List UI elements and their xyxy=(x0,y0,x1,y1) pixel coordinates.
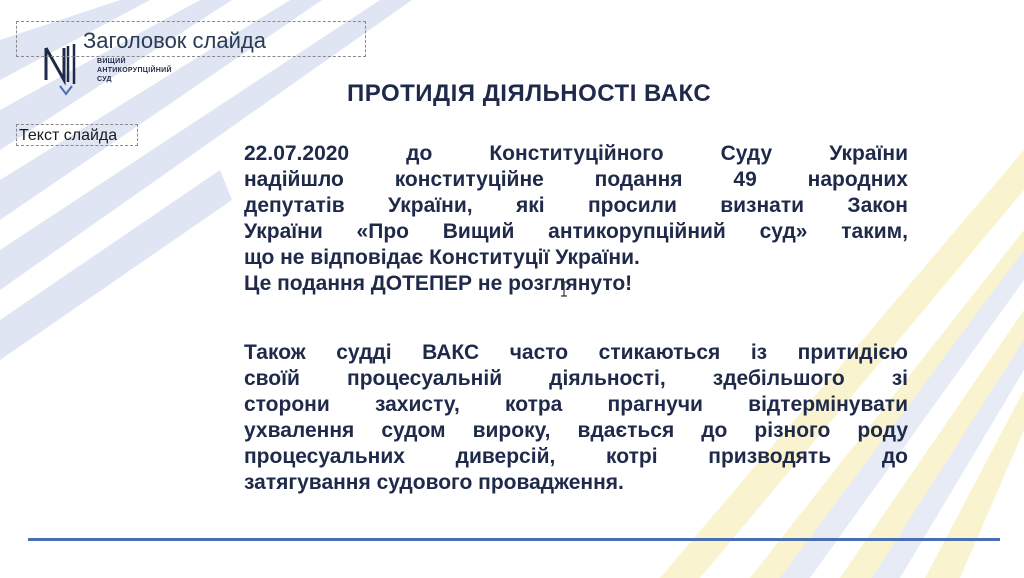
text-line: 22.07.2020 до Конституційного Суду України xyxy=(244,142,908,165)
text-cursor-icon xyxy=(559,281,569,297)
text-line: своїй процесуальній діяльності, здебільшого зі xyxy=(244,367,908,390)
text-placeholder-text: Текст слайда xyxy=(19,127,118,144)
footer-divider xyxy=(28,538,1000,541)
court-name-text xyxy=(97,57,172,84)
text-line: процесуальних диверсій, котрі призводять до xyxy=(244,445,908,468)
text-line: сторони захисту, котра прагнучи відтермінувати xyxy=(244,393,908,416)
title-placeholder-text: Заголовок слайда xyxy=(83,28,266,53)
text-line: Це подання ДОТЕПЕР не розглянуто! xyxy=(244,272,633,295)
court-name-line: АНТИКОРУПЦІЙНИЙ xyxy=(97,67,172,74)
paragraph-constitutional-submission[interactable] xyxy=(244,141,908,297)
text-line: затягування судового провадження. xyxy=(244,471,624,494)
text-line: надійшло конституційне подання 49 народних xyxy=(244,168,908,191)
court-name-line: СУД xyxy=(97,76,112,83)
paragraph-procedural-obstruction[interactable] xyxy=(244,340,908,496)
slide-heading[interactable]: ПРОТИДІЯ ДІЯЛЬНОСТІ ВАКС xyxy=(347,80,712,107)
text-line: Також судді ВАКС часто стикаються із притидією xyxy=(244,341,908,364)
title-placeholder[interactable] xyxy=(16,21,366,57)
text-line: України «Про Вищий антикорупційний суд» таким, xyxy=(244,220,908,243)
text-line: що не відповідає Конституції України. xyxy=(244,246,640,269)
court-name-line: ВИЩИЙ xyxy=(97,58,126,65)
text-line: депутатів України, які просили визнати Закон xyxy=(244,194,908,217)
text-placeholder[interactable] xyxy=(16,124,138,146)
text-line: ухвалення судом вироку, вдається до різного роду xyxy=(244,419,908,442)
